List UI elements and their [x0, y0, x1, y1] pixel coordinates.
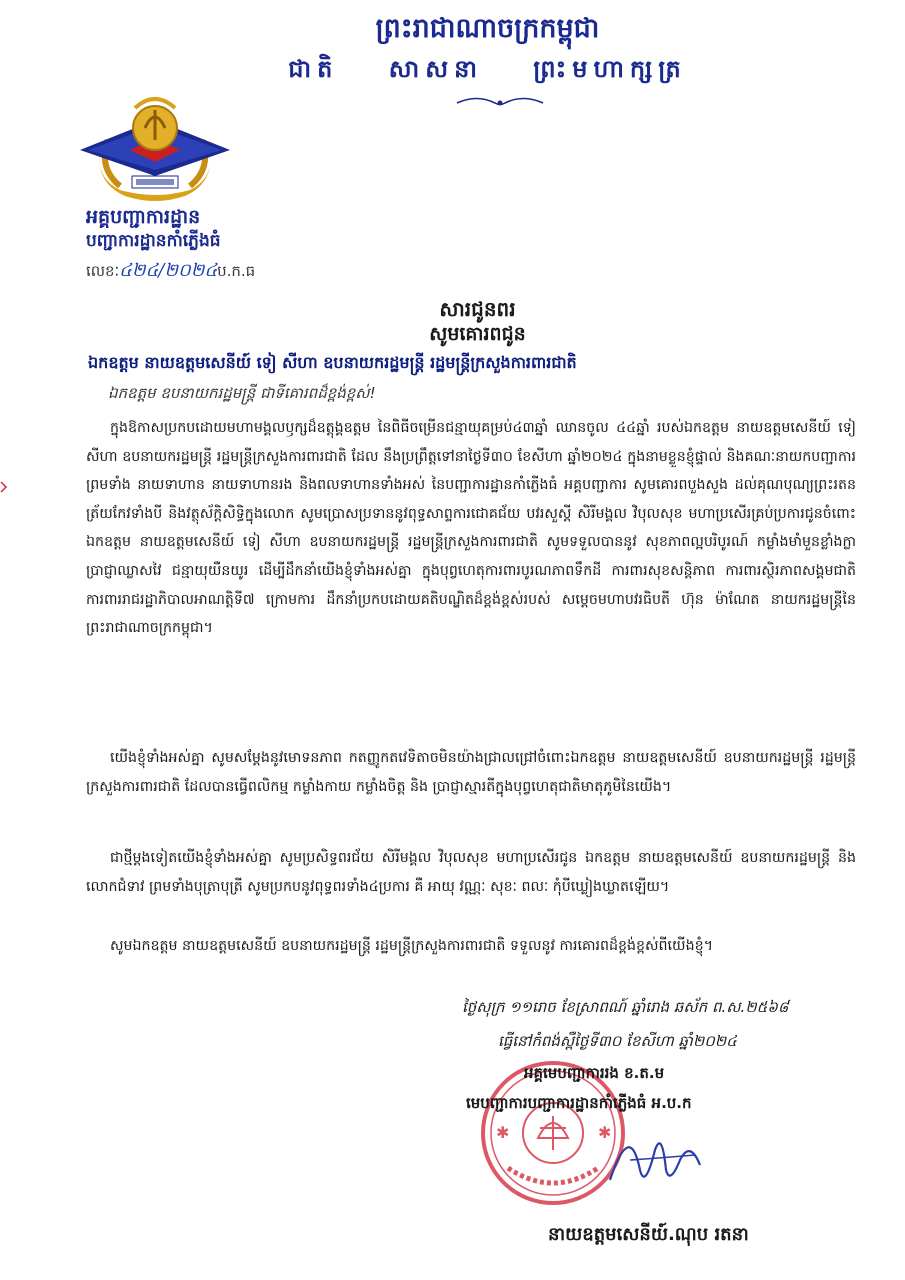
ref-suffix: ប.ក.ធ	[217, 262, 256, 280]
org-name-line1: អគ្គបញ្ជាការដ្ឋាន	[86, 206, 201, 228]
letter-title: សារជូនពរ	[439, 297, 516, 321]
army-headquarters-emblem-icon	[80, 88, 230, 208]
body-paragraph-2: យើងខ្ញុំទាំងអស់គ្នា សូមសម្តែងនូវមោទនភាព កតញ្ញូកតវេទិតាចមិនយ៉ាងជ្រាលជ្រៅចំពោះឯកឧត្តម នាយឧត្តមសេនីយ៍ ឧបនាយករដ្ឋមន្ត្រី រដ្ឋមន្ត្រីក្រសួងការពារជាតិ ដែលបានធ្វើពលិកម្ម កម្លាំងកាយ កម្លាំងចិត្ត និង ប្រាជ្ញាស្មារតីក្នុងបុព្វហេតុជាតិមាតុភូមិនៃយើង។	[86, 750, 856, 795]
signer-title-1: អគ្គមេបញ្ជាការរង ខ.ត.ម	[524, 1064, 665, 1082]
motto-nation: ជាតិ	[288, 55, 339, 83]
salutation: ឯកឧត្តម ឧបនាយករដ្ឋមន្ត្រី ជាទីគោរពដ៏ខ្ពង់ខ្ពស់!	[108, 384, 376, 402]
recipient-line: ឯកឧត្តម នាយឧត្តមសេនីយ៍ ទៀ សីហា ឧបនាយករដ្ឋមន្ត្រី រដ្ឋមន្ត្រីក្រសួងការពារជាតិ	[88, 353, 577, 372]
motto-religion: សាសនា	[388, 55, 483, 83]
org-name-line2: បញ្ជាការដ្ឋានកាំភ្លើងធំ	[86, 231, 221, 251]
svg-text:✱: ✱	[598, 1123, 612, 1142]
national-motto	[0, 54, 905, 89]
body-paragraph-3: ជាថ្មីម្តងទៀតយើងខ្ញុំទាំងអស់គ្នា សូមប្រសិទ្ធពរជ័យ សិរីមង្គល វិបុលសុខ មហាប្រសើរជូន ឯកឧត្តម នាយឧត្តមសេនីយ៍ ឧបនាយករដ្ឋមន្ត្រី និងលោកជំទាវ ព្រមទាំងបុត្រាបុត្រី សូមប្រកបនូវពុទ្ធពរទាំង៤ប្រការ គឺ អាយុ វណ្ណៈ សុខៈ ពលៈ កុំបីឃ្លៀងឃ្លាតឡើយ។	[86, 850, 856, 895]
signer-title-2: មេបញ្ជាការបញ្ជាការដ្ឋានកាំភ្លើងធំ អ.ប.ក	[466, 1094, 692, 1112]
letter-subtitle: សូមគោរពជូន	[429, 323, 526, 345]
ref-label: លេខៈ	[86, 262, 120, 280]
reference-number-line	[86, 258, 255, 285]
kingdom-heading: ព្រះរាជាណាចក្រកម្ពុជា	[375, 13, 600, 44]
solar-date: ធ្វើនៅកំពង់ស្ពឺថ្ងៃទី៣០ ខែសីហា ឆ្នាំ២០២៤	[498, 1032, 737, 1050]
body-paragraph-1: ក្នុងឱកាសប្រកបដោយមហាមង្គលឫក្សដ៏ឧត្តុង្គឧត្តម នៃពិធីចម្រើនជន្មាយុគម្រប់៤៣ឆ្នាំ ឈានចូល ៤៤ឆ្នាំ របស់ឯកឧត្តម នាយឧត្តមសេនីយ៍ ទៀ សីហា ឧបនាយករដ្ឋមន្ត្រី រដ្ឋមន្ត្រីក្រសួងការពារជាតិ ដែល នឹងប្រព្រឹត្តទៅនាថ្ងៃទី៣០ ខែសីហា ឆ្នាំ២០២៤ ក្នុងនាមខ្លួនខ្ញុំផ្ទាល់ និងគណៈនាយកបញ្ជាការ ព្រមទាំង នាយទាហាន នាយទាហានរង និងពលទាហានទាំងអស់ នៃបញ្ជាការដ្ឋានកាំភ្លើងធំ អគ្គបញ្ជាការ សូមគោរពបួងសួង ដល់គុណបុណ្យព្រះរតនត្រ័យកែវទាំងបី និងវត្ថុស័ក្តិសិទ្ធិក្នុងលោក សូមប្រោសប្រទាននូវពុទ្ធសាព្ទការជោគជ័យ បវរសួស្តី សិរីមង្គល វិបុលសុខ មហាប្រសើរគ្រប់ប្រការជូនចំពោះឯកឧត្តម នាយឧត្តមសេនីយ៍ ទៀ សីហា ឧបនាយករដ្ឋមន្ត្រី រដ្ឋមន្ត្រីក្រសួងការពារជាតិ សូមទទួលបាននូវ សុខភាពល្អបរិបូរណ៍ កម្លាំងមាំមួនខ្លាំងក្លា ប្រាជ្ញាឈ្លាសវៃ ជន្មាយុយឺនយូរ ដើម្បីដឹកនាំយើងខ្ញុំទាំងអស់គ្នា ក្នុងបុព្វហេតុការពារបូរណភាពទឹកដី ការពារសុខសន្តិភាព ការពារស្ថិរភាពសង្គមជាតិ ការពាររាជរដ្ឋាភិបាលអាណត្តិទី៧ ក្រោមការ ដឹកនាំប្រកបដោយគតិបណ្ឌិតដ៏ខ្ពង់ខ្ពស់របស់ សម្តេចមហាបវរធិបតី ហ៊ុន ម៉ាណែត នាយករដ្ឋមន្ត្រីនៃ ព្រះរាជាណាចក្រកម្ពុជា។	[86, 420, 856, 637]
svg-text:✱: ✱	[496, 1123, 510, 1142]
ornament-divider-icon	[455, 96, 545, 110]
body-paragraph-4: សូមឯកឧត្តម នាយឧត្តមសេនីយ៍ ឧបនាយករដ្ឋមន្ត្រី រដ្ឋមន្ត្រីក្រសួងការពារជាតិ ទទួលនូវ ការគោរពដ៏ខ្ពង់ខ្ពស់ពីយើងខ្ញុំ។	[110, 938, 713, 954]
motto-king: ព្រះមហាក្សត្រ	[533, 55, 687, 83]
lunar-date: ថ្ងៃសុក្រ ១១រោច ខែស្រាពណ៍ ឆ្នាំរោង ឆស័ក ព.ស.២៥៦៨	[462, 998, 789, 1016]
margin-mark	[0, 480, 8, 494]
handwritten-signature-icon	[600, 1110, 710, 1200]
signer-name: នាយឧត្តមសេនីយ៍.ណុប រតនា	[548, 1224, 749, 1245]
ref-number: ៤២៤/២០២៤	[119, 260, 218, 281]
